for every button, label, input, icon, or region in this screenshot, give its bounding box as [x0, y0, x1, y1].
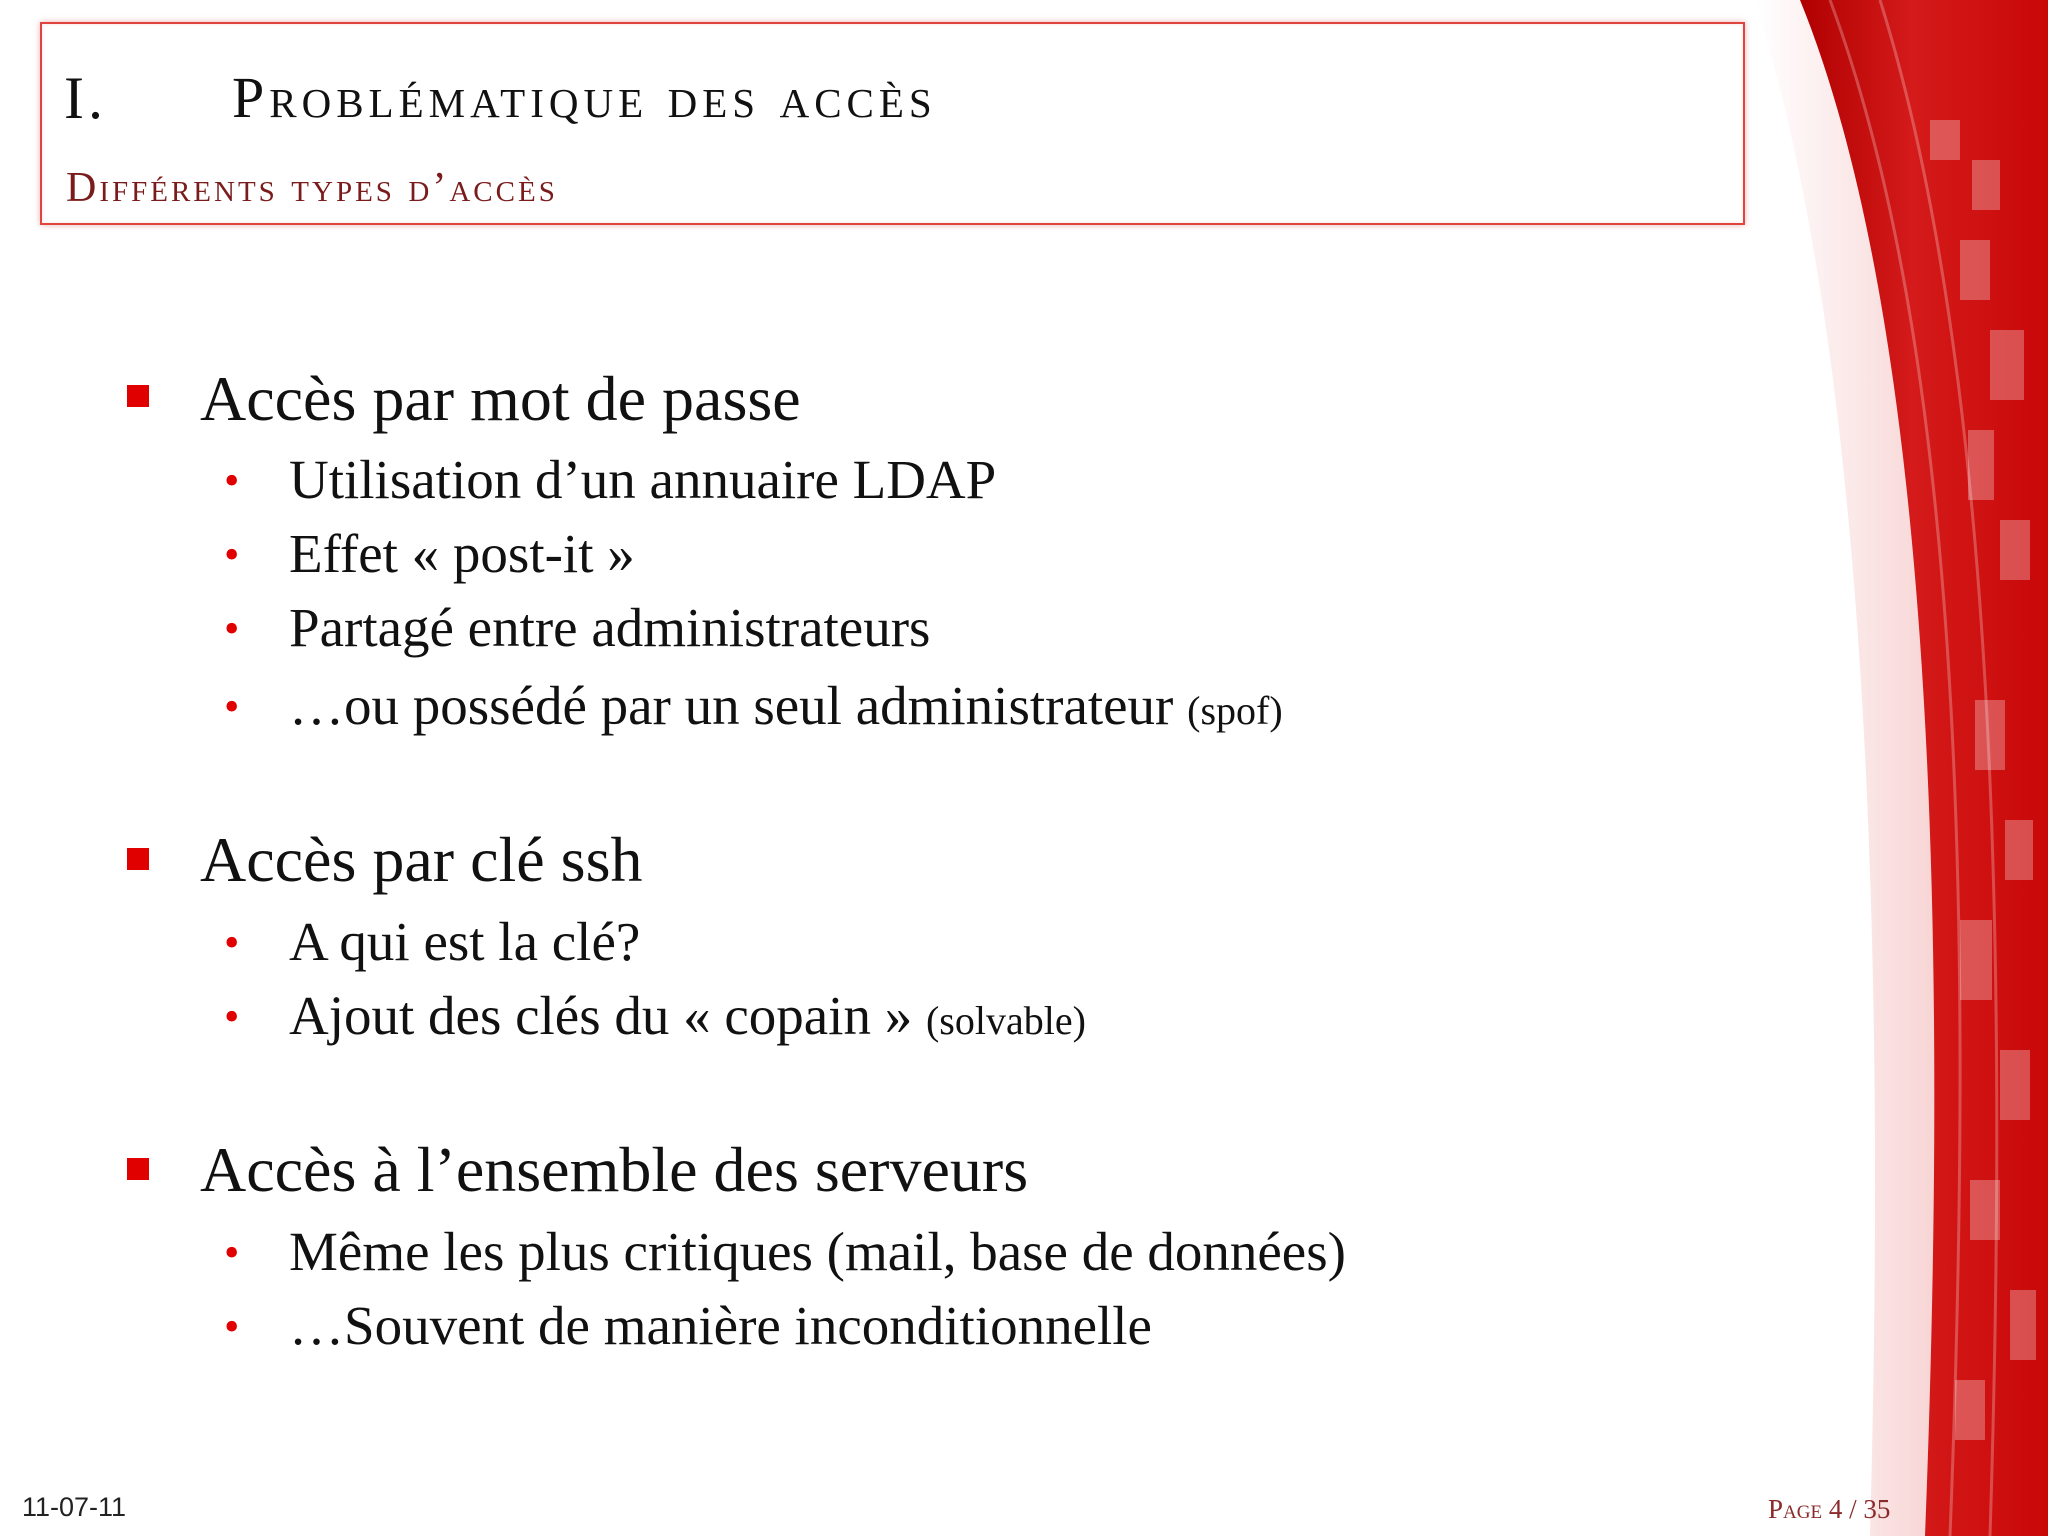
sub-bullet-text: Effet « post-it »	[289, 523, 635, 584]
sub-bullet-text: Partagé entre administrateurs	[289, 597, 931, 658]
red-dot-bullet-icon: •	[224, 604, 240, 653]
red-square-bullet-icon	[127, 1158, 149, 1180]
footer-date: 11-07-11	[22, 1492, 127, 1522]
title-frame	[40, 22, 1745, 225]
page-number: Page 4 / 35	[1768, 1494, 1891, 1524]
sub-bullet-note: (spof)	[1187, 688, 1283, 733]
section-title: Problématique des accès	[232, 65, 937, 130]
sub-bullet	[289, 522, 635, 585]
sub-bullet-note: (solvable)	[925, 998, 1086, 1043]
red-dot-bullet-icon: •	[224, 682, 240, 731]
sub-bullet	[289, 984, 1086, 1047]
sub-bullet	[289, 596, 930, 659]
red-square-bullet-icon	[127, 385, 149, 407]
red-square-bullet-icon	[127, 848, 149, 870]
red-dot-bullet-icon: •	[224, 530, 240, 579]
red-dot-bullet-icon: •	[224, 918, 240, 967]
bullet-heading: Accès à l’ensemble des serveurs	[200, 1134, 1029, 1205]
section-number: I.	[64, 65, 107, 131]
sub-bullet	[289, 1294, 1152, 1357]
sub-bullet-text: Même les plus critiques (mail, base de données)	[289, 1221, 1346, 1282]
sub-bullet	[289, 674, 1283, 737]
red-dot-bullet-icon: •	[224, 992, 240, 1041]
bullet-heading: Accès par mot de passe	[200, 363, 801, 434]
red-dot-bullet-icon: •	[224, 1228, 240, 1277]
sub-bullet-text: A qui est la clé?	[289, 911, 641, 972]
sub-bullet-text: …Souvent de manière inconditionnelle	[289, 1295, 1152, 1356]
sub-bullet-text: …ou possédé par un seul administrateur	[289, 675, 1188, 736]
red-dot-bullet-icon: •	[224, 456, 240, 505]
sub-bullet	[289, 910, 640, 973]
sub-bullet	[289, 1220, 1346, 1283]
red-dot-bullet-icon: •	[224, 1302, 240, 1351]
sub-bullet	[289, 448, 996, 511]
bullet-heading: Accès par clé ssh	[200, 824, 643, 895]
slide-subtitle: Différents types d’accès	[66, 165, 558, 211]
sub-bullet-text: Ajout des clés du « copain »	[289, 985, 926, 1046]
sub-bullet-text: Utilisation d’un annuaire LDAP	[289, 449, 997, 510]
